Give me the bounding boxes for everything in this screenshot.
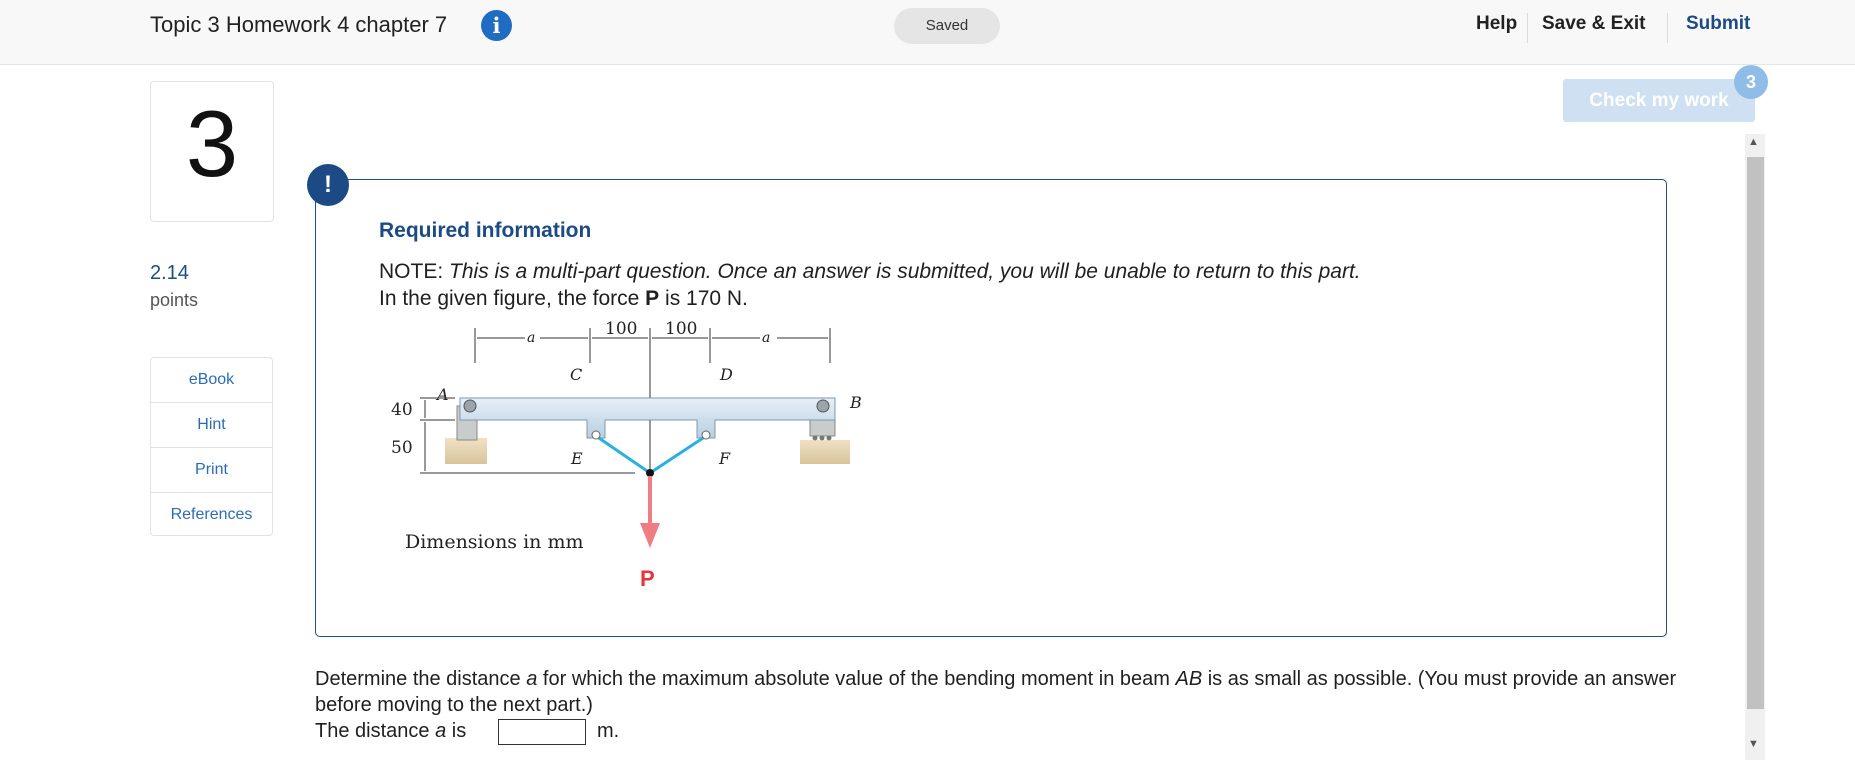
note-text: This is a multi-part question. Once an answer is submitted, you will be unable to return to this part.: [449, 260, 1361, 283]
beam-figure: [385, 318, 885, 598]
answer-label: [315, 720, 466, 743]
dim-a-right: a: [762, 330, 771, 346]
dim-40: 40: [391, 400, 413, 420]
label-d: D: [720, 365, 733, 384]
print-link[interactable]: Print: [151, 448, 272, 493]
dim-a-left: a: [527, 330, 536, 346]
label-b-support: B: [850, 393, 862, 412]
help-link[interactable]: Help: [1476, 13, 1518, 34]
points-value: 2.14: [150, 262, 189, 284]
given-text: In the given figure, the force: [379, 287, 646, 310]
label-c: C: [570, 365, 583, 384]
question-number-box: [150, 81, 274, 222]
given-statement: [379, 287, 748, 311]
question-beam-ab: AB: [1175, 668, 1203, 690]
check-attempts-badge: 3: [1734, 65, 1768, 99]
distance-a-input[interactable]: [498, 719, 586, 745]
saved-status-badge: Saved: [894, 8, 1000, 44]
answer-unit: m.: [597, 720, 620, 742]
given-text-end: is 170 N.: [659, 287, 748, 310]
question-text-mid: for which the maximum absolute value of the bending moment in beam: [537, 668, 1176, 690]
submit-link[interactable]: Submit: [1686, 13, 1751, 34]
scroll-up-arrow-icon[interactable]: ▲: [1748, 136, 1759, 148]
dim-100-right: 100: [665, 319, 698, 339]
answer-variable-a: a: [435, 720, 447, 742]
label-e: E: [571, 449, 583, 468]
resource-sidebar: [150, 357, 273, 536]
dim-50: 50: [391, 438, 413, 458]
nav-divider: [1667, 13, 1668, 43]
answer-label-text: The distance: [315, 720, 436, 742]
note-prefix: NOTE:: [379, 260, 450, 283]
dim-100-left: 100: [605, 319, 638, 339]
question-text: Determine the distance: [315, 668, 527, 690]
nav-divider: [1527, 13, 1528, 43]
save-exit-link[interactable]: Save & Exit: [1542, 13, 1646, 34]
ebook-link[interactable]: eBook: [151, 358, 272, 403]
given-force-symbol: P: [645, 287, 660, 310]
multi-part-note: [379, 260, 1361, 284]
info-icon[interactable]: i: [481, 10, 512, 41]
references-link[interactable]: References: [170, 506, 253, 523]
required-information-title: Required information: [379, 219, 592, 242]
question-number: 3: [185, 91, 239, 196]
force-p-label: P: [640, 566, 655, 591]
scroll-down-arrow-icon[interactable]: ▼: [1748, 738, 1759, 750]
hint-link[interactable]: Hint: [151, 403, 272, 448]
question-text-end: is as small as possible. (You must provide an answer before moving to the next part.): [315, 668, 1677, 716]
points-label: points: [150, 290, 199, 310]
check-my-work-button[interactable]: Check my work: [1563, 79, 1755, 122]
top-bar: [0, 0, 1855, 65]
alert-icon: !: [307, 164, 349, 206]
question-variable-a: a: [526, 668, 538, 690]
label-a-support: A: [437, 385, 449, 404]
scrollbar-thumb[interactable]: [1747, 157, 1764, 709]
assignment-title: Topic 3 Homework 4 chapter 7: [150, 12, 448, 37]
answer-label-is: is: [446, 720, 467, 742]
question-prompt: [315, 666, 1735, 718]
figure-caption: Dimensions in mm: [405, 531, 584, 553]
label-f: F: [719, 449, 731, 468]
